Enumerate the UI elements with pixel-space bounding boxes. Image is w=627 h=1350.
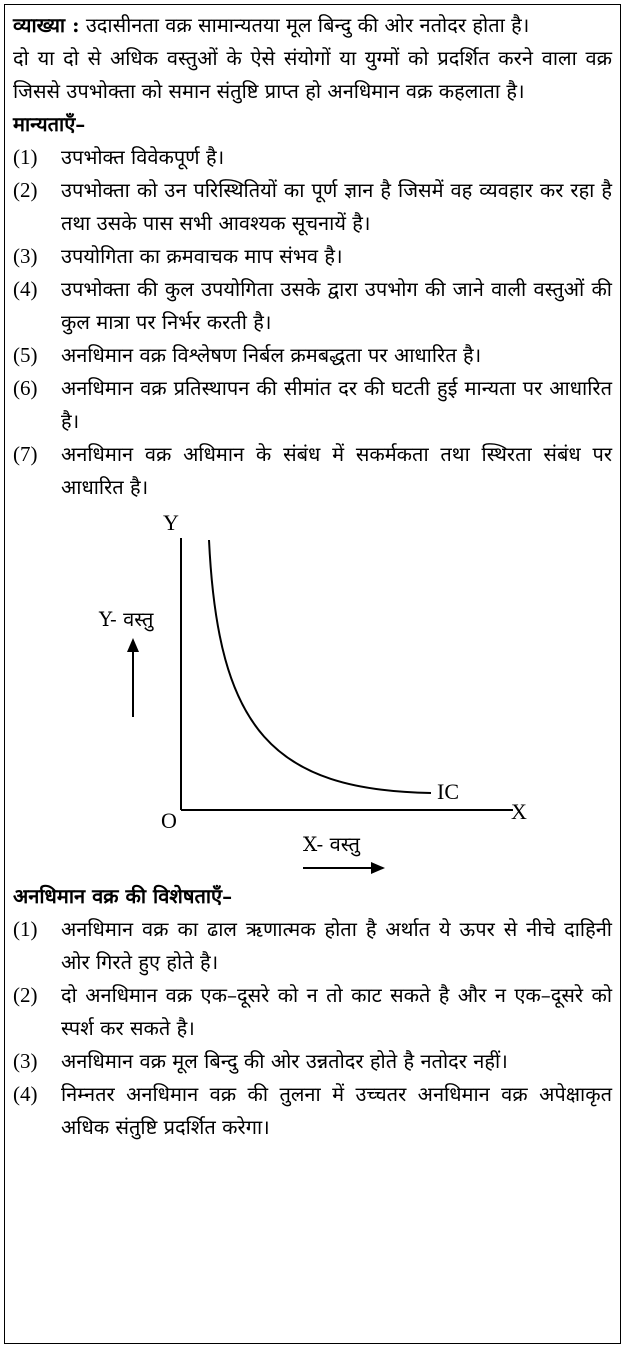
assumption-item-3 (13, 240, 612, 273)
assumption-text: अनधिमान वक्र प्रतिस्थापन की सीमांत दर की घटती हुई मान्यता पर आधारित है। (61, 376, 612, 433)
assumption-number: (1) (13, 145, 38, 169)
assumption-number: (2) (13, 178, 38, 202)
indifference-curve-diagram (13, 510, 612, 880)
assumptions-heading: मान्यताएँ– (13, 112, 86, 136)
feature-text: अनधिमान वक्र का ढाल ऋणात्मक होता है अर्थात ये ऊपर से नीचे दाहिनी ओर गिरते हुए होते है। (61, 917, 612, 974)
explanation-label: व्याख्या : (13, 13, 80, 37)
assumption-text: उपभोक्त विवेकपूर्ण है। (61, 145, 225, 169)
y-commodity-label: Y- वस्तु (99, 607, 154, 631)
feature-number: (4) (13, 1082, 38, 1106)
feature-number: (1) (13, 917, 38, 941)
explanation-text-1: उदासीनता वक्र सामान्यतया मूल बिन्दु की ओर नतोदर होता है। (85, 13, 530, 37)
assumption-text: उपभोक्ता को उन परिस्थितियों का पूर्ण ज्ञान है जिसमें वह व्यवहार कर रहा है तथा उसके पास सभी आवश्यक सूचनायें है। (61, 178, 612, 235)
assumption-item-2 (13, 174, 612, 240)
assumption-item-4 (13, 273, 612, 339)
feature-text: निम्नतर अनधिमान वक्र की तुलना में उच्चतर अनधिमान वक्र अपेक्षाकृत अधिक संतुष्टि प्रदर्शित करेगा। (61, 1082, 612, 1139)
document-page (4, 4, 621, 1344)
feature-text: दो अनधिमान वक्र एक–दूसरे को न तो काट सकते है और न एक–दूसरे को स्पर्श कर सकते है। (61, 983, 612, 1040)
assumption-text: अनधिमान वक्र विश्लेषण निर्बल क्रमबद्धता पर आधारित है। (61, 343, 482, 367)
explanation-paragraph (13, 9, 612, 42)
assumption-item-5 (13, 339, 612, 372)
definition-paragraph: दो या दो से अधिक वस्तुओं के ऐसे संयोगों या युग्मों को प्रदर्शित करने वाला वक्र जिससे उपभोक्ता को समान संतुष्टि प्राप्त हो अनधिमान वक्र कहलाता है। (13, 46, 612, 103)
feature-item-1 (13, 913, 612, 979)
feature-item-4 (13, 1078, 612, 1144)
y-axis-label: Y (163, 510, 179, 535)
feature-number: (3) (13, 1049, 38, 1073)
diagram-svg (13, 510, 613, 880)
indifference-curve (209, 540, 431, 793)
curve-label: IC (437, 779, 459, 804)
assumption-number: (4) (13, 277, 38, 301)
x-commodity-label: X- वस्तु (303, 832, 360, 856)
feature-item-3 (13, 1045, 612, 1078)
x-axis-label: X (511, 799, 527, 824)
assumption-text: अनधिमान वक्र अधिमान के संबंध में सकर्मकता तथा स्थिरता संबंध पर आधारित है। (61, 442, 612, 499)
x-arrow-head (371, 862, 385, 874)
feature-text: अनधिमान वक्र मूल बिन्दु की ओर उन्नतोदर होते है नतोदर नहीं। (61, 1049, 508, 1073)
features-heading: अनधिमान वक्र की विशेषताएँ– (13, 884, 233, 908)
origin-label: O (161, 808, 177, 833)
assumption-text: उपयोगिता का क्रमवाचक माप संभव है। (61, 244, 343, 268)
assumption-number: (7) (13, 442, 38, 466)
y-arrow-head (127, 638, 139, 652)
assumption-item-7 (13, 438, 612, 504)
assumption-number: (3) (13, 244, 38, 268)
feature-number: (2) (13, 983, 38, 1007)
assumption-item-1 (13, 141, 612, 174)
assumption-text: उपभोक्ता की कुल उपयोगिता उसके द्वारा उपभोग की जाने वाली वस्तुओं की कुल मात्रा पर निर्भर करती है। (61, 277, 612, 334)
assumption-number: (6) (13, 376, 38, 400)
assumption-number: (5) (13, 343, 38, 367)
assumption-item-6 (13, 372, 612, 438)
feature-item-2 (13, 979, 612, 1045)
